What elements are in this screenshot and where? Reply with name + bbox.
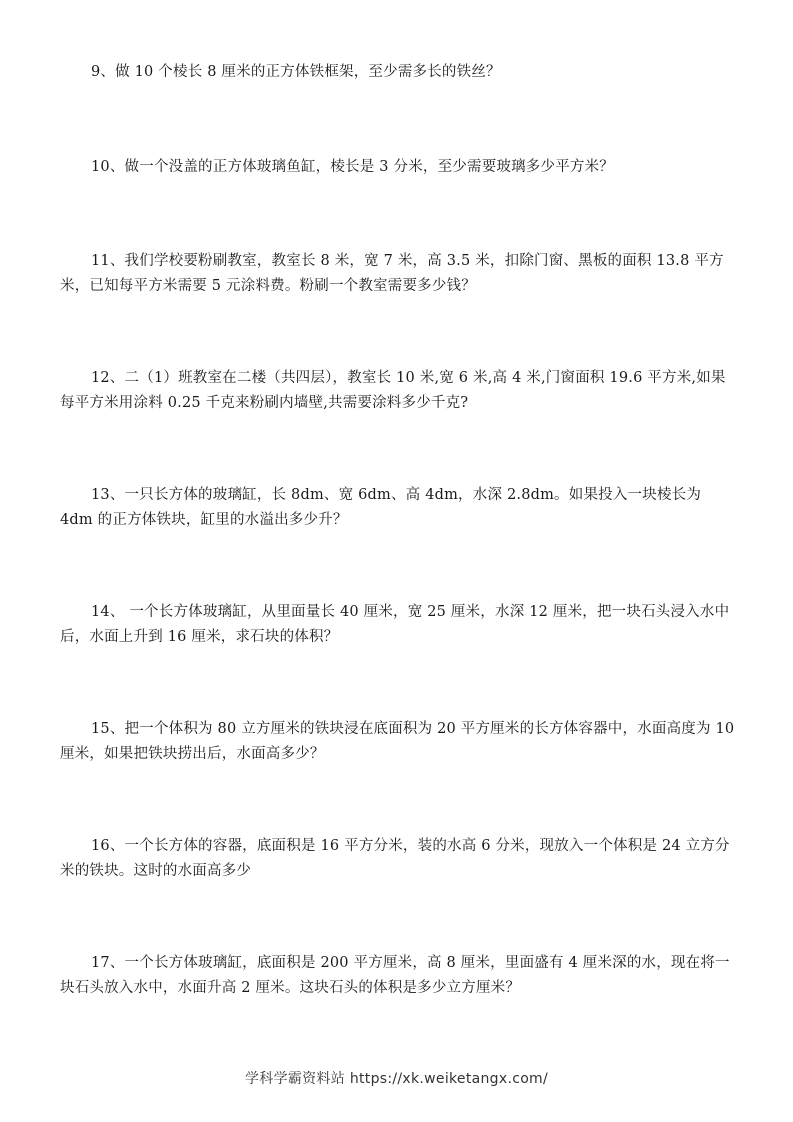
problem-10: 10、做一个没盖的正方体玻璃鱼缸，棱长是 3 分米，至少需要玻璃多少平方米？ — [91, 159, 614, 175]
problem-17: 17、一个长方体玻璃缸，底面积是 200 平方厘米，高 8 厘米，里面盛有 4 厘米深的水，现在将一块石头放入水中，水面升高 2 厘米。这块石头的体积是多少立方厘米？ — [60, 955, 730, 996]
footer-source: 学科学霸资料站 https://xk.weiketangx.com/ — [244, 1071, 549, 1087]
problem-16: 16、一个长方体的容器，底面积是 16 平方分米，装的水高 6 分米，现放入一个体积是 24 立方分米的铁块。这时的水面高多少 — [60, 838, 730, 879]
problem-12: 12、二（1）班教室在二楼（共四层），教室长 10 米,宽 6 米,高 4 米,门窗面积 19.6 平方米,如果每平方米用涂料 0.25 千克来粉刷内墙壁,共需要涂料多少千克? — [60, 370, 726, 411]
problem-9: 9、做 10 个棱长 8 厘米的正方体铁框架，至少需多长的铁丝？ — [91, 64, 501, 80]
problem-15: 15、把一个体积为 80 立方厘米的铁块浸在底面积为 20 平方厘米的长方体容器中，水面高度为 10 厘米，如果把铁块捞出后，水面高多少？ — [60, 721, 735, 762]
problem-13: 13、一只长方体的玻璃缸，长 8dm、宽 6dm、高 4dm，水深 2.8dm。如果投入一块棱长为 4dm 的正方体铁块，缸里的水溢出多少升？ — [60, 487, 702, 528]
problem-14: 14、 一个长方体玻璃缸，从里面量长 40 厘米，宽 25 厘米，水深 12 厘米，把一块石头浸入水中后，水面上升到 16 厘米，求石块的体积？ — [60, 604, 730, 645]
problem-11: 11、我们学校要粉刷教室，教室长 8 米，宽 7 米，高 3.5 米，扣除门窗、黑板的面积 13.8 平方米，已知每平方米需要 5 元涂料费。粉刷一个教室需要多少钱？ — [60, 253, 724, 294]
